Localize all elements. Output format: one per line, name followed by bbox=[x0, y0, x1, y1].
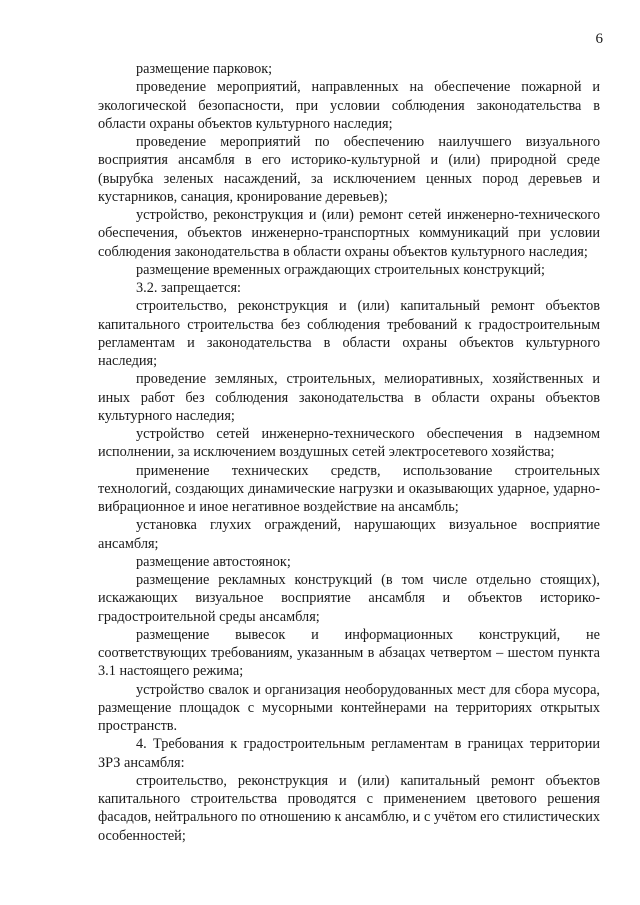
document-body bbox=[98, 60, 600, 845]
paragraph-parking: размещение парковок; bbox=[136, 61, 273, 77]
paragraph-dynamic-loads: применение технических средств, использование строительных технологий, создающих динамические нагрузки и оказывающих ударное, ударно-вибрационное и иное негативное воздействие на ансамбль; bbox=[98, 462, 600, 515]
paragraph-advertising: размещение рекламных конструкций (в том числе отдельно стоящих), искажающих визуальное восприятие ансамбля и объектов историко-градостроительной среды ансамбля; bbox=[98, 572, 600, 625]
paragraph-section-4-heading: 4. Требования к градостроительным регламентам в границах территории ЗРЗ ансамбля: bbox=[98, 736, 600, 771]
paragraph-fire-safety: проведение мероприятий, направленных на обеспечение пожарной и экологической безопасности, при условии соблюдения законодательства в области охраны объектов культурного наследия; bbox=[98, 79, 600, 132]
paragraph-facade-colour: строительство, реконструкция и (или) капитальный ремонт объектов капитального строительства проводятся с применением цветового решения фасадов, нейтрального по отношению к ансамблю, и с учётом его стилистических особенностей; bbox=[98, 772, 600, 844]
paragraph-prohibited-heading: 3.2. запрещается: bbox=[136, 280, 241, 296]
paragraph-overhead-networks: устройство сетей инженерно-технического обеспечения в надземном исполнении, за исключением воздушных сетей электросетевого хозяйства; bbox=[98, 426, 600, 461]
paragraph-car-parks: размещение автостоянок; bbox=[136, 553, 291, 570]
paragraph-signboards: размещение вывесок и информационных конструкций, не соответствующих требованиям, указанным в абзацах четвертом – шестом пункта 3.1 настоящего режима; bbox=[98, 626, 600, 680]
paragraph-visual-perception: проведение мероприятий по обеспечению наилучшего визуального восприятия ансамбля в его историко-культурной и (или) природной среде (вырубка зеленых насаждений, за исключением ценных пород деревьев и кустарников, санация, кронирование деревьев); bbox=[98, 134, 600, 205]
paragraph-earthworks: проведение земляных, строительных, мелиоративных, хозяйственных и иных работ без соблюдения законодательства в области охраны объектов культурного наследия; bbox=[98, 371, 600, 424]
paragraph-construction-prohibited: строительство, реконструкция и (или) капитальный ремонт объектов капитального строительства без соблюдения требований к градостроительным регламентам и законодательства в области охраны объектов культурного наследия; bbox=[98, 298, 600, 369]
paragraph-dumps: устройство свалок и организация необорудованных мест для сбора мусора, размещение площадок с мусорными контейнерами на территориях открытых пространств. bbox=[98, 681, 600, 734]
paragraph-solid-fences: установка глухих ограждений, нарушающих визуальное восприятие ансамбля; bbox=[98, 517, 600, 552]
paragraph-temporary-fencing: размещение временных ограждающих строительных конструкций; bbox=[136, 261, 545, 278]
page-number: 6 bbox=[595, 31, 603, 47]
paragraph-engineering-networks: устройство, реконструкция и (или) ремонт сетей инженерно-технического обеспечения, объектов инженерно-транспортных коммуникаций при условии соблюдения законодательства в области охраны объектов культурного наследия; bbox=[98, 207, 600, 260]
